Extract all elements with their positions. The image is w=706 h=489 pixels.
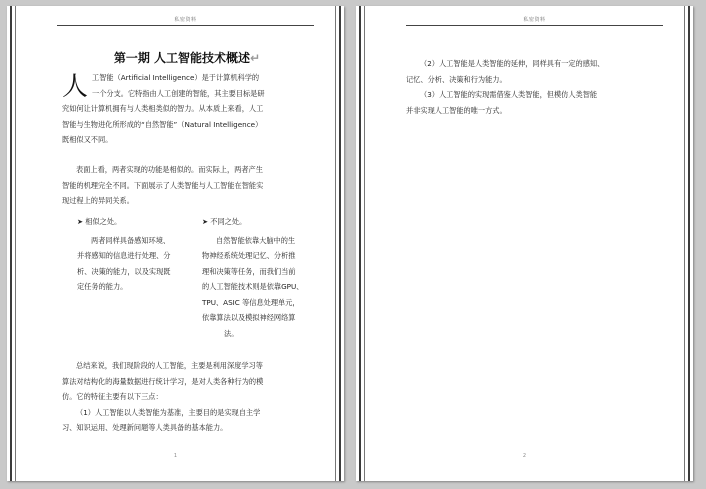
- text-line: 总结来说，我们现阶段的人工智能，主要是利用深度学习等: [76, 361, 263, 370]
- text-line: 并将感知的信息进行处理、分: [77, 251, 171, 260]
- document-page-1: [7, 6, 344, 481]
- text-line: 依靠算法以及模拟神经网络算: [202, 313, 296, 322]
- text-line: 现过程上的异同关系。: [62, 196, 134, 205]
- text-line: 工智能（Artificial Intelligence）是于计算机科学的: [92, 73, 260, 82]
- page-left-border-inner: [15, 6, 16, 481]
- page-right-border-inner: [684, 6, 685, 481]
- page-number: 2: [522, 453, 527, 459]
- page2-body: [406, 56, 665, 118]
- page-left-border: [359, 6, 361, 481]
- page-header: 私密资料: [57, 16, 314, 26]
- drop-cap: 人: [62, 72, 89, 102]
- text-line: 定任务的能力。: [77, 282, 128, 291]
- text-line: 智能的机理完全不同。下面展示了人类智能与人工智能在智能实: [62, 180, 264, 190]
- text-line: 习、知识运用、处理新问题等人类具备的基本能力。: [62, 423, 228, 432]
- page-right-border: [688, 6, 690, 481]
- left-column-heading: ➤ 相似之处。: [77, 217, 122, 226]
- text-line: 算法对结构化的海量数据进行统计学习，是对人类各种行为的模: [62, 376, 264, 386]
- page-left-border-inner: [364, 6, 365, 481]
- intro-paragraph-rest: [62, 101, 322, 148]
- text-line: 智能与生物进化所形成的“自然智能”（Natural Intelligence）: [62, 119, 263, 129]
- text-line: 既相似又不同。: [62, 135, 113, 144]
- text-line: TPU、ASIC 等信息处理单元，: [202, 297, 300, 307]
- page-number: 1: [173, 453, 178, 459]
- right-column: [202, 214, 322, 341]
- left-column: [77, 214, 187, 295]
- text-line: 记忆、分析、决策和行为能力。: [406, 74, 507, 84]
- text-line: 析、决策的能力，以及实现既: [77, 266, 171, 276]
- text-line: 并非实现人工智能的唯一方式。: [406, 105, 507, 115]
- text-line: 理和决策等任务，而我们当前: [202, 266, 296, 276]
- document-page-2: [356, 6, 693, 481]
- text-line: 究如何让计算机拥有与人类相类似的智力。从本质上来看，人工: [62, 104, 264, 113]
- text-line: 的人工智能技术则是依靠GPU、: [202, 282, 304, 291]
- text-line: 自然智能依靠大脑中的生: [216, 235, 296, 245]
- page-left-border: [10, 6, 12, 481]
- text-line: （3）人工智能的实现需借鉴人类智能，但模仿人类智能: [420, 90, 598, 99]
- page-header: 私密资料: [406, 16, 663, 26]
- text-line: （1）人工智能以人类智能为基准，主要目的是实现自主学: [76, 407, 261, 417]
- paragraph-2: [62, 162, 322, 209]
- text-line: 法。: [224, 328, 239, 338]
- paragraph-mark: ↵: [250, 51, 261, 65]
- text-line: 仿。它的特征主要有以下三点：: [62, 392, 163, 401]
- text-line: （2）人工智能是人类智能的延伸，同样具有一定的感知、: [420, 59, 605, 68]
- page-right-border-inner: [335, 6, 336, 481]
- title-text: 第一期 人工智能技术概述: [113, 51, 251, 65]
- text-line: 表面上看，两者实现的功能是相似的。而实际上，两者产生: [76, 165, 263, 174]
- text-line: 物神经系统处理记忆、分析推: [202, 251, 296, 260]
- page-right-border: [339, 6, 341, 481]
- intro-paragraph-top: [92, 70, 322, 101]
- right-column-heading: ➤ 不同之处。: [202, 217, 247, 226]
- page-title: [77, 49, 297, 66]
- text-line: 一个分支。它特指由人工创建的智能，其主要目标是研: [92, 88, 265, 98]
- paragraph-3: [62, 358, 322, 436]
- text-line: 两者同样具备感知环境、: [91, 235, 171, 245]
